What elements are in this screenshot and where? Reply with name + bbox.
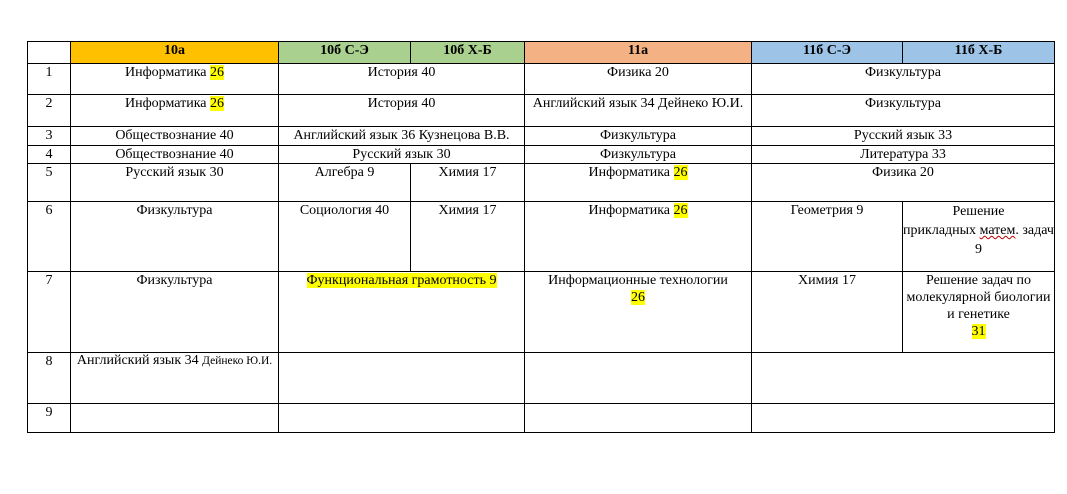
cell-10a: Обществознание 40 bbox=[71, 146, 279, 164]
subject: Информационные технологии bbox=[548, 273, 728, 288]
teacher: Дейнеко Ю.И. bbox=[202, 355, 273, 367]
subject-highlight: Функциональная грамотность 9 bbox=[306, 273, 497, 288]
cell-10b-xb: Химия 17 bbox=[411, 202, 525, 272]
lesson-row-4 bbox=[28, 146, 1055, 164]
cell-10a bbox=[71, 353, 279, 404]
subject-line: прикладных bbox=[903, 223, 980, 238]
cell-11b-xb bbox=[903, 272, 1055, 353]
subject-line: . задач 9 bbox=[975, 223, 1054, 257]
schedule-table bbox=[27, 41, 1055, 433]
cell-11b bbox=[752, 404, 1055, 433]
room-highlight: 26 bbox=[210, 65, 224, 80]
cell-10b: Русский язык 30 bbox=[279, 146, 525, 164]
cell-11b: Русский язык 33 bbox=[752, 127, 1055, 146]
cell-11a bbox=[525, 404, 752, 433]
cell-10a: Физкультура bbox=[71, 202, 279, 272]
cell-11a bbox=[525, 202, 752, 272]
header-11b-se: 11б С-Э bbox=[752, 42, 903, 64]
room-highlight: 26 bbox=[673, 203, 688, 218]
cell-11a: Физика 20 bbox=[525, 64, 752, 95]
cell-10b-se: Алгебра 9 bbox=[279, 164, 411, 202]
lesson-number: 6 bbox=[28, 202, 71, 272]
cell-10b-xb: Химия 17 bbox=[411, 164, 525, 202]
header-row bbox=[28, 42, 1055, 64]
lesson-number: 8 bbox=[28, 353, 71, 404]
cell-10a: Русский язык 30 bbox=[71, 164, 279, 202]
cell-11b: Литература 33 bbox=[752, 146, 1055, 164]
lesson-number: 9 bbox=[28, 404, 71, 433]
lesson-number: 2 bbox=[28, 95, 71, 127]
room-highlight: 26 bbox=[631, 290, 645, 305]
cell-10a bbox=[71, 95, 279, 127]
cell-11a: Физкультура bbox=[525, 146, 752, 164]
header-10a: 10а bbox=[71, 42, 279, 64]
lesson-number: 4 bbox=[28, 146, 71, 164]
cell-10b: История 40 bbox=[279, 64, 525, 95]
lesson-row-6 bbox=[28, 202, 1055, 272]
cell-11b: Физкультура bbox=[752, 95, 1055, 127]
cell-11b-xb bbox=[903, 202, 1055, 272]
cell-11b bbox=[752, 353, 1055, 404]
cell-10b bbox=[279, 272, 525, 353]
room-highlight: 26 bbox=[210, 96, 224, 111]
header-corner bbox=[28, 42, 71, 64]
subject: Английский язык 34 bbox=[76, 353, 203, 368]
cell-11a bbox=[525, 164, 752, 202]
header-10b-se: 10б С-Э bbox=[279, 42, 411, 64]
cell-11b: Физика 20 bbox=[752, 164, 1055, 202]
lesson-number: 1 bbox=[28, 64, 71, 95]
room-highlight: 26 bbox=[673, 165, 688, 180]
cell-11b-se: Химия 17 bbox=[752, 272, 903, 353]
cell-10b bbox=[279, 353, 525, 404]
cell-10a: Обществознание 40 bbox=[71, 127, 279, 146]
subject: Информатика bbox=[125, 96, 210, 111]
cell-11b-se: Геометрия 9 bbox=[752, 202, 903, 272]
lesson-row-9 bbox=[28, 404, 1055, 433]
cell-11b: Физкультура bbox=[752, 64, 1055, 95]
cell-10b: Английский язык 36 Кузнецова В.В. bbox=[279, 127, 525, 146]
cell-10a bbox=[71, 404, 279, 433]
lesson-row-3 bbox=[28, 127, 1055, 146]
cell-11a bbox=[525, 353, 752, 404]
cell-10a: Физкультура bbox=[71, 272, 279, 353]
cell-11a: Английский язык 34 Дейнеко Ю.И. bbox=[525, 95, 752, 127]
lesson-row-7 bbox=[28, 272, 1055, 353]
cell-10b bbox=[279, 404, 525, 433]
header-10b-xb: 10б Х-Б bbox=[411, 42, 525, 64]
room-highlight: 31 bbox=[971, 324, 986, 339]
cell-10b: История 40 bbox=[279, 95, 525, 127]
lesson-row-5 bbox=[28, 164, 1055, 202]
subject: Информатика bbox=[588, 203, 674, 218]
cell-11a bbox=[525, 272, 752, 353]
lesson-number: 7 bbox=[28, 272, 71, 353]
lesson-number: 3 bbox=[28, 127, 71, 146]
lesson-row-2 bbox=[28, 95, 1055, 127]
spellcheck-word: матем bbox=[979, 223, 1016, 238]
subject-line: Решение bbox=[952, 204, 1005, 219]
cell-10a bbox=[71, 64, 279, 95]
lesson-row-1 bbox=[28, 64, 1055, 95]
header-11b-xb: 11б Х-Б bbox=[903, 42, 1055, 64]
cell-10b-se: Социология 40 bbox=[279, 202, 411, 272]
subject: Информатика bbox=[588, 165, 674, 180]
cell-11a: Физкультура bbox=[525, 127, 752, 146]
header-11a: 11а bbox=[525, 42, 752, 64]
lesson-row-8 bbox=[28, 353, 1055, 404]
subject: Информатика bbox=[125, 65, 210, 80]
subject: Решение задач по молекулярной биологии и генетике bbox=[906, 273, 1051, 322]
lesson-number: 5 bbox=[28, 164, 71, 202]
